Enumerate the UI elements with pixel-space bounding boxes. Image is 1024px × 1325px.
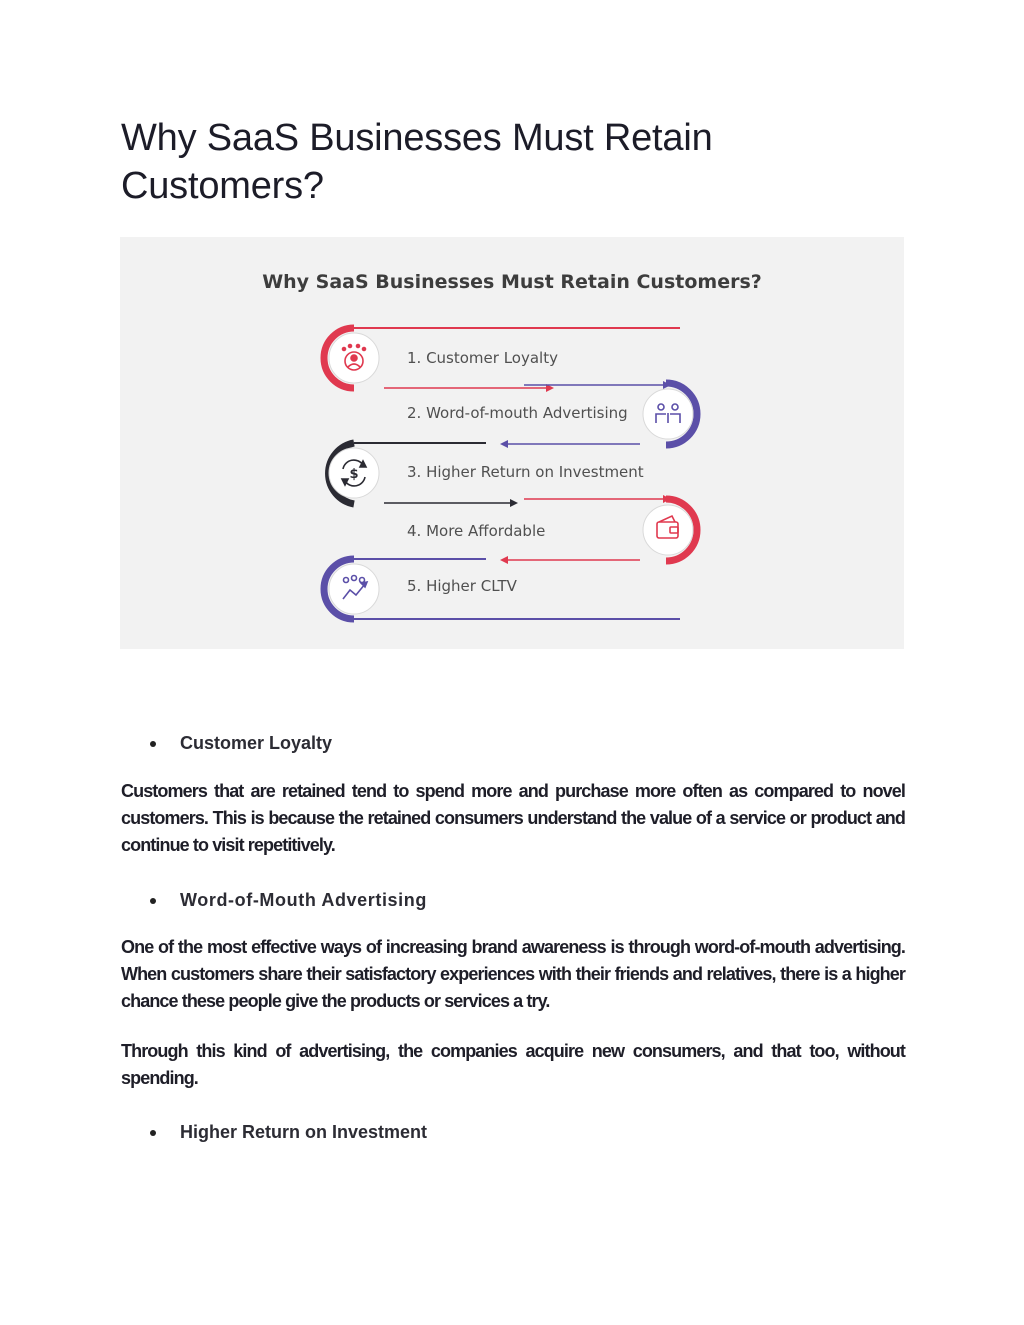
bullet-icon — [150, 741, 156, 747]
page-title: Why SaaS Businesses Must Retain Customers? — [121, 117, 713, 207]
list-item-higher-roi — [150, 1122, 427, 1143]
paragraph-word-of-mouth-2: Through this kind of advertising, the companies acquire new consumers, and that too, without spending. — [121, 1041, 905, 1088]
section-heading: Customer Loyalty — [180, 733, 333, 753]
bullet-icon — [150, 898, 156, 904]
infographic-title: Why SaaS Businesses Must Retain Customers? — [262, 271, 762, 293]
svg-text:$: $ — [349, 467, 359, 482]
paragraph-word-of-mouth-1: One of the most effective ways of increasing brand awareness is through word-of-mouth advertising. When customers share their satisfactory experiences with their friends and relatives, there is a higher chance these people give the products or services a try. — [121, 937, 905, 1011]
step-3-label: 3. Higher Return on Investment — [407, 463, 644, 481]
step-2 — [407, 381, 697, 448]
step-3 — [329, 443, 644, 507]
section-heading: Word-of-Mouth Advertising — [180, 890, 427, 910]
step-5-badge — [329, 564, 379, 614]
step-5 — [324, 559, 680, 619]
step-4-arrowhead-left — [500, 556, 508, 564]
section-heading: Higher Return on Investment — [180, 1122, 428, 1142]
step-4-label: 4. More Affordable — [407, 522, 546, 540]
infographic-figure — [120, 237, 904, 649]
step-2-label: 2. Word-of-mouth Advertising — [407, 404, 628, 422]
list-item-word-of-mouth — [150, 890, 427, 911]
step-3-arrowhead — [510, 499, 518, 507]
list-item-customer-loyalty — [150, 733, 332, 754]
step-2-arrowhead-left — [500, 440, 508, 448]
step-1 — [324, 328, 680, 392]
step-4-badge — [643, 505, 693, 555]
bullet-icon — [150, 1130, 156, 1136]
step-5-label: 5. Higher CLTV — [407, 577, 517, 595]
infographic-svg — [120, 237, 904, 649]
step-4 — [407, 495, 697, 564]
paragraph-customer-loyalty: Customers that are retained tend to spend more and purchase more often as compared to novel customers. This is because the retained consumers understand the value of a service or product and continue to visit repetitively. — [121, 781, 905, 855]
step-1-label: 1. Customer Loyalty — [407, 349, 558, 367]
